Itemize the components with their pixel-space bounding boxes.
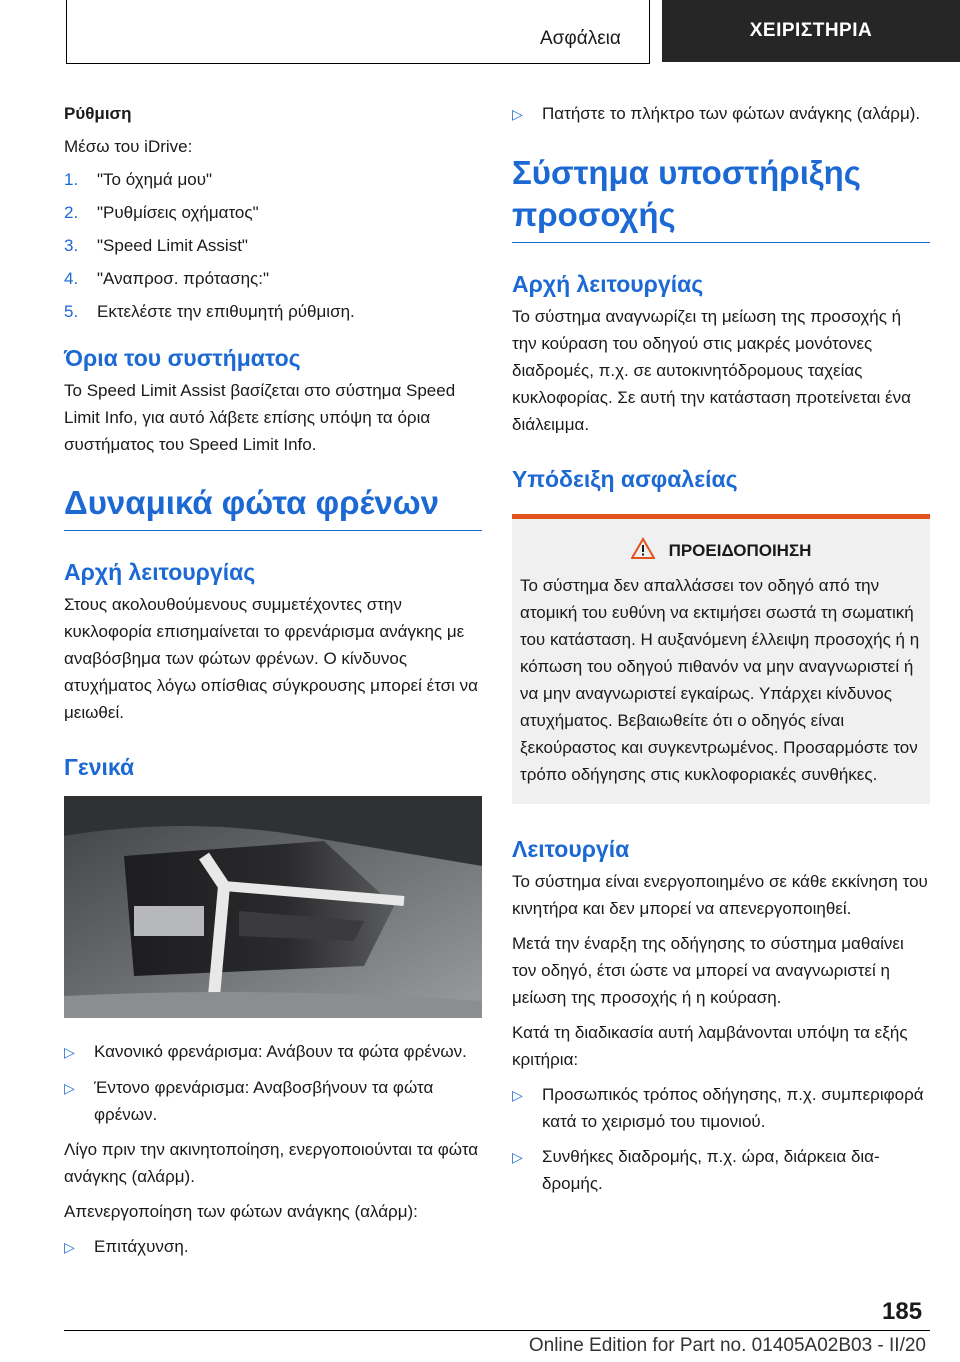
list-item (64, 265, 482, 292)
triangle-right-icon: ▷ (64, 1044, 75, 1060)
triangle-right-icon: ▷ (512, 106, 523, 122)
function-text-1: Το σύστημα είναι ενεργοποιημένο σε κάθε εκκίνηση του κινητήρα και δεν μπορεί να απενεργοποιηθεί. (512, 872, 928, 918)
bullet-text: Προσωπικός τρόπος οδήγησης, π.χ. συμπεριφορά κατά το χειρισμό του τιμονιού. (542, 1085, 924, 1131)
triangle-right-icon: ▷ (512, 1087, 523, 1103)
header-section-title: Ασφάλεια (540, 28, 621, 49)
step-text: "Speed Limit Assist" (97, 236, 248, 255)
header-rule-mid (649, 0, 650, 64)
hazard-deactivation-text: Απενεργοποίηση των φώτων ανάγκης (αλάρμ): (64, 1202, 418, 1221)
step-text: Εκτελέστε την επιθυμητή ρύθμιση. (97, 302, 355, 321)
step-number: 4. (64, 269, 79, 288)
function-heading: Λειτουργία (512, 836, 630, 862)
principle-heading: Αρχή λειτουργίας (64, 559, 256, 585)
warning-header (520, 537, 922, 564)
footer-edition: Online Edition for Part no. 01405A02B03 - II/20 (528, 1335, 926, 1356)
list-item (512, 1143, 930, 1197)
limits-heading: Όρια του συστήματος (64, 345, 301, 371)
hazard-button-bullet (512, 100, 930, 128)
left-column (64, 100, 482, 1269)
bullet-text: Επιτάχυνση. (94, 1237, 189, 1256)
list-item (64, 1074, 482, 1128)
bullet-text: Πατήστε το πλήκτρο των φώτων ανάγκης (αλάρμ). (542, 104, 921, 123)
brake-bullets (64, 1038, 482, 1128)
setting-steps (64, 166, 482, 325)
list-item (512, 1081, 930, 1135)
bullet-text: Κανονικό φρενάρισμα: Ανάβουν τα φώτα φρένων. (94, 1042, 467, 1061)
triangle-right-icon: ▷ (64, 1080, 75, 1096)
criteria-bullets (512, 1081, 930, 1197)
setting-title: Ρύθμιση (64, 104, 132, 123)
principle-heading: Αρχή λειτουργίας (512, 271, 704, 297)
principle-text: Στους ακολουθούμενους συμμετέχοντες στην κυκλοφορία επισημαίνεται το φρενάρισμα ανάγκης με αναβόσβημα των φώτων φρένων. Ο κίνδυνος ατυχήματος λόγω οπίσθιας σύγκρουσης μπορεί έτσι να μειωθεί. (64, 595, 479, 722)
warning-box (512, 514, 930, 804)
setting-intro: Μέσω του iDrive: (64, 137, 193, 156)
warning-text: Το σύστημα δεν απαλλάσσει τον οδηγό από την ατομική του ευθύνη να εκτιμήσει σωστά τη σωματική του κατάσταση. Η αυξανόμενη έλλειψη προσοχής ή η κόπωση του οδηγού πιθανόν να μην αναγνωριστεί ή να μην αναγνωριστεί εγκαίρως. Υπάρχει κίνδυνος ατυχήματος. Βεβαιωθείτε ότι ο οδηγός είναι ξεκούραστος και συγκεντρωμένος. Προσαρμόστε τον τρόπο οδήγησης στις κυκλοφοριακές συνθήκες. (520, 576, 920, 784)
heading-rule (512, 242, 930, 243)
triangle-right-icon: ▷ (64, 1239, 75, 1255)
bullet-text: Συνθήκες διαδρομής, π.χ. ώρα, διάρκεια διαδρομής. (542, 1147, 880, 1193)
header-rule-left (66, 0, 67, 64)
right-column (512, 100, 930, 1205)
tail-light-image (64, 796, 482, 1018)
list-item (64, 199, 482, 226)
hazard-activation-text: Λίγο πριν την ακινητοποίηση, ενεργοποιούνται τα φώτα ανάγκης (αλάρμ). (64, 1140, 479, 1186)
header-chapter-label: ΧΕΙΡΙΣΤΗΡΙΑ (749, 20, 873, 41)
list-item (512, 100, 930, 128)
step-number: 2. (64, 203, 79, 222)
triangle-right-icon: ▷ (512, 1149, 523, 1165)
list-item (64, 232, 482, 259)
list-item (64, 1233, 482, 1261)
step-text: "Ρυθμίσεις οχήματος" (97, 203, 259, 222)
step-number: 3. (64, 236, 79, 255)
list-item (64, 1038, 482, 1066)
step-number: 1. (64, 170, 79, 189)
step-text: "Το όχημά μου" (97, 170, 213, 189)
heading-rule (64, 530, 482, 531)
list-item (64, 166, 482, 193)
step-number: 5. (64, 302, 79, 321)
principle-text: Το σύστημα αναγνωρίζει τη μείωση της προσοχής ή την κούραση του οδηγού στις μακρές μονότονες διαδρομές, π.χ. σε αυτοκινητόδρομους ταχείας κυκλοφορίας. Σε αυτή την κατάσταση προτείνεται ένα διάλειμμα. (512, 307, 911, 434)
limits-text: Το Speed Limit Assist βασίζεται στο σύστημα Speed Limit Info, για αυτό λάβετε επίσης υπόψη τα όρια συστήματος του Speed Limit Info. (64, 381, 456, 454)
header-chapter-tab[interactable] (662, 0, 960, 62)
warning-title: ΠΡΟΕΙΔΟΠΟΙΗΣΗ (668, 540, 812, 560)
brake-lights-heading: Δυναμικά φώτα φρένων (64, 484, 440, 521)
step-text: "Αναπροσ. πρότασης:" (97, 269, 270, 288)
deactivation-bullets (64, 1233, 482, 1261)
footer-rule (64, 1330, 930, 1331)
safety-note-heading: Υπόδειξη ασφαλείας (512, 466, 738, 492)
warning-triangle-icon (631, 537, 655, 564)
function-text-2: Μετά την έναρξη της οδήγησης το σύστημα μαθαίνει τον οδηγό, έτσι ώστε να μπορεί να αναγνωριστεί η μείωση της προσοχής ή η κούραση. (512, 934, 904, 1007)
general-heading: Γενικά (64, 754, 135, 780)
tail-light-illustration (64, 796, 482, 1018)
function-text-3: Κατά τη διαδικασία αυτή λαμβάνονται υπόψη τα εξής κριτήρια: (512, 1023, 908, 1069)
page-number: 185 (882, 1298, 923, 1325)
header-rule-bottom (66, 63, 650, 64)
attention-assistant-heading: Σύστημα υποστήριξης προσοχής (512, 154, 861, 233)
list-item (64, 298, 482, 325)
bullet-text: Έντονο φρενάρισμα: Αναβοσβήνουν τα φώτα φρένων. (94, 1078, 434, 1124)
